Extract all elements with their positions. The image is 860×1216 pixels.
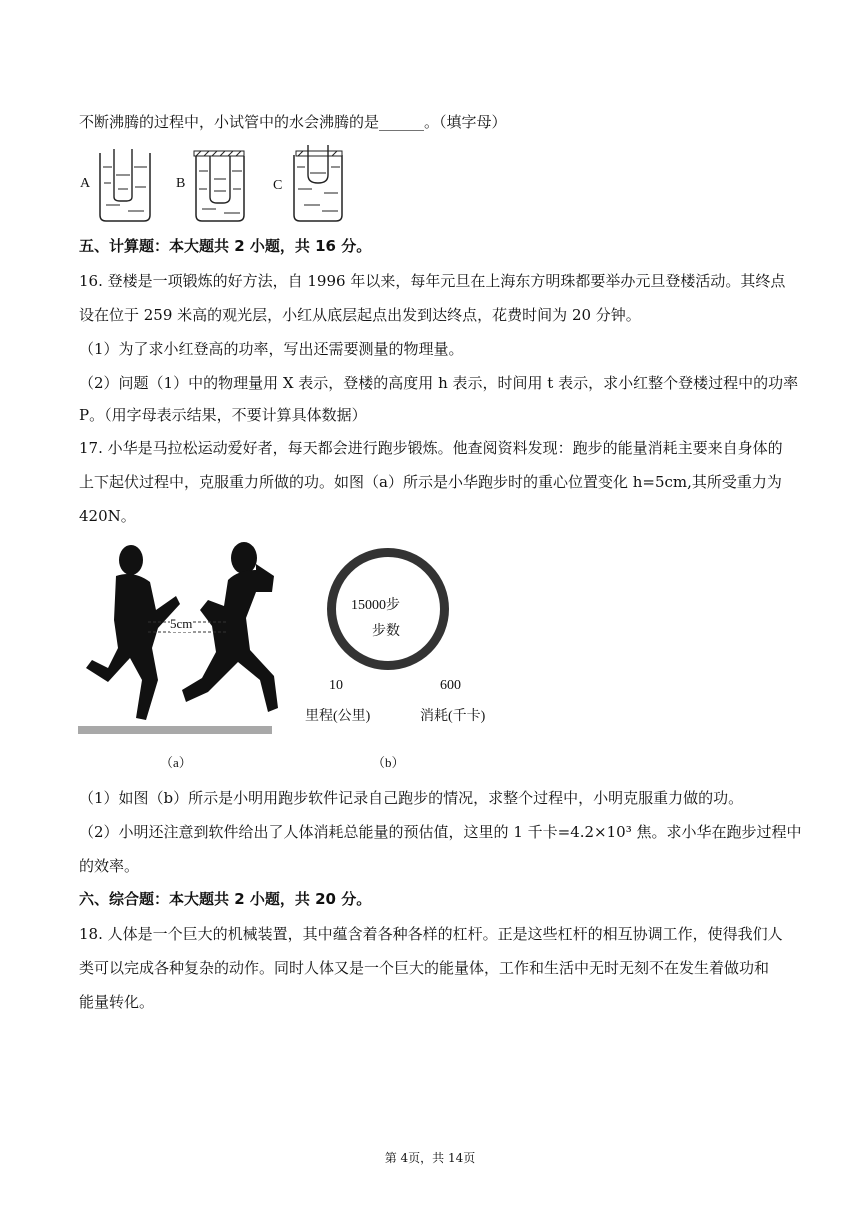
q16-line1: 16. 登楼是一项锻炼的好方法，自 1996 年以来，每年元旦在上海东方明珠都要举办元旦登楼活动。其终点 <box>79 272 786 290</box>
q18-line3: 能量转化。 <box>79 993 155 1011</box>
fig-b-steps-value: 15000步 <box>351 598 400 613</box>
beaker-c-icon <box>294 145 342 221</box>
q17-line3: 420N。 <box>79 507 136 525</box>
runners-figure <box>78 540 278 740</box>
q18-line2: 类可以完成各种复杂的动作。同时人体又是一个巨大的能量体，工作和生活中无时无刻不在发生着做功和 <box>79 959 770 977</box>
q17-sub2-line2: 的效率。 <box>79 857 140 875</box>
q16-sub2-line1: （2）问题（1）中的物理量用 X 表示，登楼的高度用 h 表示，时间用 t 表示，求小红整个登楼过程中的功率 <box>79 374 799 392</box>
q16-sub1: （1）为了求小红登高的功率，写出还需要测量的物理量。 <box>79 340 464 358</box>
fig-b-caption: （b） <box>372 755 405 770</box>
beaker-a-icon <box>100 149 150 221</box>
fig-a-measure: 5cm <box>170 616 193 631</box>
fig-b-steps-label: 步数 <box>372 624 400 639</box>
q16-sub2-line2: P。（用字母表示结果，不要计算具体数据） <box>79 406 367 424</box>
ground-bar <box>78 726 272 734</box>
beaker-label-a: A <box>80 176 91 191</box>
q17-sub2-line1: （2）小明还注意到软件给出了人体消耗总能量的预估值，这里的 1 千卡=4.2×10³ 焦。求小华在跑步过程中 <box>79 823 802 841</box>
q17-sub1: （1）如图（b）所示是小明用跑步软件记录自己跑步的情况，求整个过程中，小明克服重力做的功。 <box>79 789 744 807</box>
fig-b-energy-value: 600 <box>440 678 461 693</box>
fig-b-distance-label: 里程(公里) <box>305 709 371 724</box>
fig-b-distance-value: 10 <box>329 678 343 693</box>
runner-front-icon <box>182 542 278 712</box>
q18-line1: 18. 人体是一个巨大的机械装置，其中蕴含着各种各样的杠杆。正是这些杠杆的相互协调工作，使得我们人 <box>79 925 783 943</box>
fig-a-caption: （a） <box>160 755 192 770</box>
beaker-label-c: C <box>273 178 283 193</box>
beaker-b-icon <box>194 151 244 221</box>
section5-heading: 五、计算题：本大题共 2 小题，共 16 分。 <box>79 237 372 255</box>
beaker-figure <box>76 145 356 225</box>
q17-line1: 17. 小华是马拉松运动爱好者，每天都会进行跑步锻炼。他查阅资料发现：跑步的能量消耗主要来自身体的 <box>79 439 783 457</box>
page-footer: 第 4页，共 14页 <box>384 1151 476 1165</box>
q17-line2: 上下起伏过程中，克服重力所做的功。如图（a）所示是小华跑步时的重心位置变化 h=5cm,其所受重力为 <box>79 473 782 491</box>
section6-heading: 六、综合题：本大题共 2 小题，共 20 分。 <box>79 890 372 908</box>
fig-b-energy-label: 消耗(千卡) <box>420 709 486 724</box>
q15-tail-text: 不断沸腾的过程中，小试管中的水会沸腾的是______。（填字母） <box>79 113 507 131</box>
q16-line2: 设在位于 259 米高的观光层，小红从底层起点出发到达终点，花费时间为 20 分钟。 <box>79 306 641 324</box>
beaker-label-b: B <box>176 176 186 191</box>
